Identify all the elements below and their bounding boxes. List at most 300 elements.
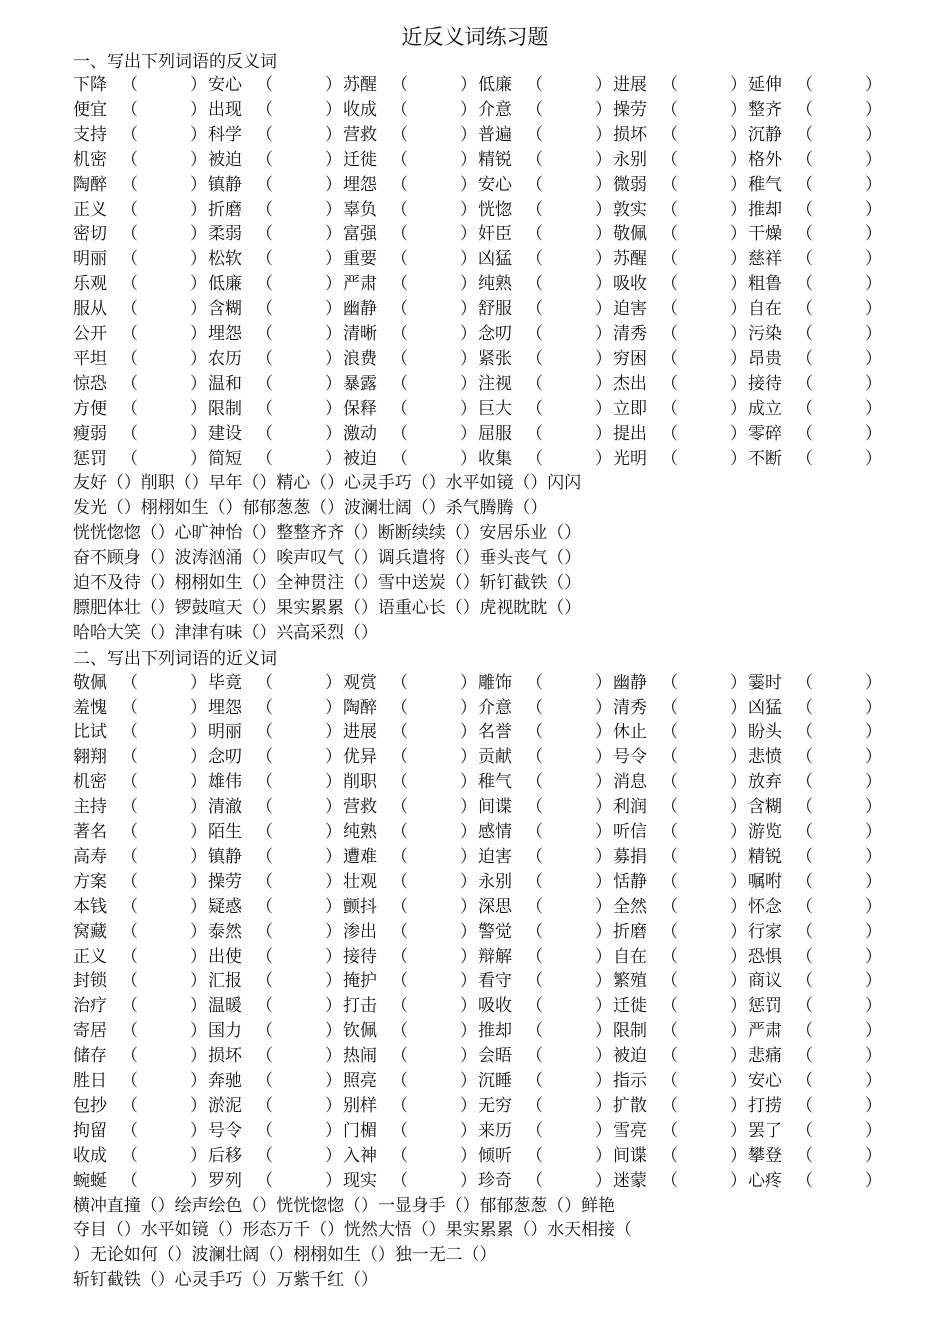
synonyms-item[interactable] xyxy=(73,845,208,870)
antonyms-item[interactable] xyxy=(73,148,208,173)
antonyms-item[interactable] xyxy=(343,123,478,148)
antonyms-item[interactable] xyxy=(613,297,748,322)
antonyms-item[interactable] xyxy=(748,222,883,247)
antonyms-item[interactable] xyxy=(343,98,478,123)
synonyms-item[interactable] xyxy=(478,969,613,994)
answer-blank-close: ） xyxy=(865,348,882,369)
antonyms-idiom-line[interactable] xyxy=(73,621,910,646)
synonyms-item[interactable] xyxy=(343,1119,478,1144)
antonyms-item[interactable] xyxy=(343,322,478,347)
synonyms-item[interactable] xyxy=(73,895,208,920)
synonyms-item[interactable] xyxy=(208,1119,343,1144)
antonyms-item[interactable] xyxy=(613,397,748,422)
synonyms-item[interactable] xyxy=(73,1019,208,1044)
antonyms-item[interactable] xyxy=(73,73,208,98)
antonyms-item[interactable] xyxy=(343,372,478,397)
antonyms-item[interactable] xyxy=(613,123,748,148)
antonyms-word: 柔弱 xyxy=(208,224,242,245)
antonyms-item[interactable] xyxy=(343,447,478,472)
synonyms-item[interactable] xyxy=(343,745,478,770)
antonyms-item[interactable] xyxy=(613,73,748,98)
antonyms-item[interactable] xyxy=(343,198,478,223)
synonyms-item[interactable] xyxy=(748,770,883,795)
antonyms-word: 苏醒 xyxy=(613,249,647,270)
antonyms-item[interactable] xyxy=(73,322,208,347)
synonyms-item[interactable] xyxy=(73,770,208,795)
antonyms-item[interactable] xyxy=(613,447,748,472)
antonyms-item[interactable] xyxy=(748,98,883,123)
answer-blank-open: （ xyxy=(661,423,678,444)
answer-blank-close: ） xyxy=(325,996,342,1017)
antonyms-item[interactable] xyxy=(478,173,613,198)
synonyms-item[interactable] xyxy=(208,895,343,920)
antonyms-item[interactable] xyxy=(208,297,343,322)
synonyms-idiom-line[interactable] xyxy=(73,1218,910,1243)
antonyms-item[interactable] xyxy=(73,447,208,472)
answer-blank-close: ） xyxy=(325,423,342,444)
synonyms-item[interactable] xyxy=(748,795,883,820)
antonyms-item[interactable] xyxy=(343,73,478,98)
synonyms-item[interactable] xyxy=(748,671,883,696)
antonyms-item[interactable] xyxy=(478,123,613,148)
antonyms-item[interactable] xyxy=(748,347,883,372)
synonyms-item[interactable] xyxy=(748,920,883,945)
antonyms-idiom-segment: ）安居乐业（ xyxy=(462,523,565,544)
antonyms-item[interactable] xyxy=(748,297,883,322)
synonyms-item[interactable] xyxy=(343,696,478,721)
synonyms-item[interactable] xyxy=(208,994,343,1019)
answer-blank-close: ） xyxy=(460,274,477,295)
synonyms-item[interactable] xyxy=(73,696,208,721)
synonyms-item[interactable] xyxy=(748,1044,883,1069)
synonyms-item[interactable] xyxy=(208,1069,343,1094)
answer-blank-close: ） xyxy=(325,299,342,320)
synonyms-item[interactable] xyxy=(748,1094,883,1119)
synonyms-item[interactable] xyxy=(208,720,343,745)
synonyms-item[interactable] xyxy=(343,845,478,870)
antonyms-item[interactable] xyxy=(613,322,748,347)
synonyms-item[interactable] xyxy=(208,1144,343,1169)
answer-blank-open: （ xyxy=(796,921,813,942)
antonyms-item[interactable] xyxy=(73,372,208,397)
synonyms-item[interactable] xyxy=(343,671,478,696)
synonyms-item[interactable] xyxy=(73,671,208,696)
antonyms-item[interactable] xyxy=(748,272,883,297)
antonyms-item[interactable] xyxy=(208,173,343,198)
synonyms-item[interactable] xyxy=(343,920,478,945)
synonyms-item[interactable] xyxy=(208,770,343,795)
synonyms-item[interactable] xyxy=(73,1119,208,1144)
synonyms-idiom-line[interactable] xyxy=(73,1268,910,1293)
synonyms-item[interactable] xyxy=(613,920,748,945)
synonyms-item[interactable] xyxy=(613,845,748,870)
antonyms-item[interactable] xyxy=(478,98,613,123)
synonyms-item[interactable] xyxy=(478,1094,613,1119)
synonyms-item[interactable] xyxy=(478,895,613,920)
antonyms-item[interactable] xyxy=(208,347,343,372)
antonyms-item[interactable] xyxy=(478,397,613,422)
answer-blank-open: （ xyxy=(391,672,408,693)
antonyms-item[interactable] xyxy=(208,272,343,297)
antonyms-item[interactable] xyxy=(73,347,208,372)
antonyms-item[interactable] xyxy=(208,73,343,98)
synonyms-item[interactable] xyxy=(748,845,883,870)
antonyms-word: 紧张 xyxy=(478,348,512,369)
antonyms-item[interactable] xyxy=(613,198,748,223)
synonyms-item[interactable] xyxy=(478,1144,613,1169)
antonyms-item[interactable] xyxy=(343,297,478,322)
antonyms-item[interactable] xyxy=(208,222,343,247)
synonyms-item[interactable] xyxy=(478,720,613,745)
answer-blank-open: （ xyxy=(661,1145,678,1166)
synonyms-item[interactable] xyxy=(343,1094,478,1119)
synonyms-item[interactable] xyxy=(613,770,748,795)
synonyms-idiom-line[interactable] xyxy=(73,1243,910,1268)
synonyms-word: 盼头 xyxy=(748,722,782,743)
synonyms-item[interactable] xyxy=(478,1069,613,1094)
answer-blank-open: （ xyxy=(661,722,678,743)
antonyms-item[interactable] xyxy=(73,198,208,223)
synonyms-item[interactable] xyxy=(208,671,343,696)
antonyms-item[interactable] xyxy=(478,148,613,173)
synonyms-item[interactable] xyxy=(613,671,748,696)
antonyms-item[interactable] xyxy=(613,148,748,173)
antonyms-item[interactable] xyxy=(478,73,613,98)
synonyms-item[interactable] xyxy=(73,1169,208,1194)
synonyms-item[interactable] xyxy=(208,1169,343,1194)
answer-blank-open: （ xyxy=(526,1170,543,1191)
synonyms-item[interactable] xyxy=(73,920,208,945)
synonyms-word: 疑惑 xyxy=(208,896,242,917)
answer-blank-close: ） xyxy=(460,199,477,220)
synonyms-item[interactable] xyxy=(613,820,748,845)
answer-blank-open: （ xyxy=(256,149,273,170)
answer-blank-close: ） xyxy=(460,75,477,95)
antonyms-word: 惩罚 xyxy=(73,448,107,469)
synonyms-item[interactable] xyxy=(343,1044,478,1069)
antonyms-item[interactable] xyxy=(478,198,613,223)
antonyms-item[interactable] xyxy=(208,447,343,472)
antonyms-item[interactable] xyxy=(613,347,748,372)
antonyms-item[interactable] xyxy=(73,397,208,422)
synonyms-item[interactable] xyxy=(208,920,343,945)
synonyms-item[interactable] xyxy=(613,1069,748,1094)
antonyms-item[interactable] xyxy=(208,98,343,123)
synonyms-item[interactable] xyxy=(208,945,343,970)
antonyms-item[interactable] xyxy=(343,347,478,372)
antonyms-item[interactable] xyxy=(208,247,343,272)
synonyms-item[interactable] xyxy=(343,795,478,820)
synonyms-item[interactable] xyxy=(478,920,613,945)
synonyms-item[interactable] xyxy=(613,945,748,970)
synonyms-item[interactable] xyxy=(208,1094,343,1119)
synonyms-item[interactable] xyxy=(613,720,748,745)
answer-blank-open: （ xyxy=(661,174,678,195)
antonyms-item[interactable] xyxy=(73,422,208,447)
antonyms-item[interactable] xyxy=(343,272,478,297)
antonyms-idiom-line[interactable] xyxy=(73,496,910,521)
antonyms-idiom-segment: ）水平如镜（ xyxy=(428,473,531,494)
synonyms-item[interactable] xyxy=(478,1119,613,1144)
synonyms-item[interactable] xyxy=(613,795,748,820)
antonyms-item[interactable] xyxy=(748,397,883,422)
synonyms-word: 颤抖 xyxy=(343,896,377,917)
antonyms-item[interactable] xyxy=(478,372,613,397)
synonyms-item[interactable] xyxy=(208,795,343,820)
antonyms-item[interactable] xyxy=(613,272,748,297)
answer-blank-open: （ xyxy=(796,722,813,743)
synonyms-word: 警觉 xyxy=(478,921,512,942)
synonyms-item[interactable] xyxy=(748,1069,883,1094)
antonyms-item[interactable] xyxy=(208,422,343,447)
antonyms-item[interactable] xyxy=(208,322,343,347)
answer-blank-open: （ xyxy=(121,672,138,693)
synonyms-item[interactable] xyxy=(343,1169,478,1194)
antonyms-idiom-line[interactable] xyxy=(73,596,910,621)
antonyms-item[interactable] xyxy=(478,422,613,447)
synonyms-item[interactable] xyxy=(478,820,613,845)
synonyms-item[interactable] xyxy=(73,745,208,770)
synonyms-item[interactable] xyxy=(73,945,208,970)
synonyms-word: 沉睡 xyxy=(478,1071,512,1091)
antonyms-item[interactable] xyxy=(748,173,883,198)
antonyms-item[interactable] xyxy=(73,222,208,247)
antonyms-row xyxy=(73,98,893,123)
answer-blank-open: （ xyxy=(526,124,543,145)
synonyms-item[interactable] xyxy=(478,845,613,870)
answer-blank-open: （ xyxy=(391,124,408,145)
answer-blank-open: （ xyxy=(256,697,273,718)
synonyms-idiom-segment: ）万紫千红（ xyxy=(259,1270,361,1291)
synonyms-item[interactable] xyxy=(613,895,748,920)
answer-blank-open: （ xyxy=(391,299,408,320)
synonyms-item[interactable] xyxy=(613,1094,748,1119)
answer-blank-close: ） xyxy=(730,75,747,95)
antonyms-item[interactable] xyxy=(208,148,343,173)
antonyms-item[interactable] xyxy=(208,123,343,148)
synonyms-item[interactable] xyxy=(748,895,883,920)
synonyms-item[interactable] xyxy=(73,969,208,994)
synonyms-item[interactable] xyxy=(343,994,478,1019)
synonyms-item[interactable] xyxy=(208,745,343,770)
synonyms-item[interactable] xyxy=(613,1044,748,1069)
antonyms-row xyxy=(73,347,893,372)
synonyms-word: 翱翔 xyxy=(73,747,107,768)
synonyms-word: 来历 xyxy=(478,1120,512,1141)
synonyms-item[interactable] xyxy=(478,1169,613,1194)
synonyms-item[interactable] xyxy=(208,870,343,895)
synonyms-item[interactable] xyxy=(73,994,208,1019)
answer-blank-open: （ xyxy=(121,149,138,170)
synonyms-item[interactable] xyxy=(73,795,208,820)
antonyms-item[interactable] xyxy=(73,297,208,322)
antonyms-word: 延伸 xyxy=(748,75,782,95)
antonyms-item[interactable] xyxy=(73,247,208,272)
synonyms-item[interactable] xyxy=(748,696,883,721)
antonyms-idiom-line[interactable] xyxy=(73,546,910,571)
synonyms-item[interactable] xyxy=(613,745,748,770)
antonyms-item[interactable] xyxy=(613,222,748,247)
synonyms-item[interactable] xyxy=(613,994,748,1019)
answer-blank-close: ） xyxy=(595,672,612,693)
synonyms-item[interactable] xyxy=(343,1144,478,1169)
antonyms-word: 精锐 xyxy=(478,149,512,170)
answer-blank-open: （ xyxy=(661,1046,678,1067)
synonyms-item[interactable] xyxy=(343,1069,478,1094)
synonyms-item[interactable] xyxy=(478,696,613,721)
antonyms-item[interactable] xyxy=(478,297,613,322)
synonyms-word: 惩罚 xyxy=(748,996,782,1017)
synonyms-item[interactable] xyxy=(73,1044,208,1069)
antonyms-word: 明丽 xyxy=(73,249,107,270)
answer-blank-open: （ xyxy=(796,249,813,270)
answer-blank-close: ） xyxy=(865,224,882,245)
synonyms-idiom-segment: 斩钉截铁（ xyxy=(73,1270,158,1291)
synonyms-item[interactable] xyxy=(478,770,613,795)
antonyms-item[interactable] xyxy=(613,247,748,272)
synonyms-item[interactable] xyxy=(613,696,748,721)
synonyms-item[interactable] xyxy=(73,870,208,895)
antonyms-item[interactable] xyxy=(478,272,613,297)
answer-blank-close: ） xyxy=(865,199,882,220)
synonyms-item[interactable] xyxy=(478,870,613,895)
synonyms-item[interactable] xyxy=(208,1044,343,1069)
antonyms-item[interactable] xyxy=(613,173,748,198)
answer-blank-close: ） xyxy=(595,697,612,718)
answer-blank-open: （ xyxy=(661,1071,678,1091)
antonyms-item[interactable] xyxy=(73,272,208,297)
synonyms-item[interactable] xyxy=(73,1069,208,1094)
synonyms-item[interactable] xyxy=(748,994,883,1019)
synonyms-item[interactable] xyxy=(343,870,478,895)
antonyms-item[interactable] xyxy=(748,372,883,397)
antonyms-idiom-line[interactable] xyxy=(73,471,910,496)
synonyms-item[interactable] xyxy=(208,696,343,721)
synonyms-item[interactable] xyxy=(748,745,883,770)
synonyms-item[interactable] xyxy=(343,895,478,920)
answer-blank-open: （ xyxy=(796,174,813,195)
antonyms-item[interactable] xyxy=(208,198,343,223)
antonyms-item[interactable] xyxy=(343,247,478,272)
synonyms-item[interactable] xyxy=(748,1169,883,1194)
synonyms-item[interactable] xyxy=(613,870,748,895)
synonyms-item[interactable] xyxy=(748,1019,883,1044)
answer-blank-close: ） xyxy=(190,99,207,120)
antonyms-item[interactable] xyxy=(748,322,883,347)
antonyms-item[interactable] xyxy=(73,173,208,198)
antonyms-item[interactable] xyxy=(748,148,883,173)
answer-blank-close: ） xyxy=(865,672,882,693)
synonyms-item[interactable] xyxy=(613,969,748,994)
synonyms-item[interactable] xyxy=(73,820,208,845)
synonyms-item[interactable] xyxy=(343,969,478,994)
antonyms-idiom-line[interactable] xyxy=(73,571,910,596)
antonyms-item[interactable] xyxy=(748,247,883,272)
synonyms-item[interactable] xyxy=(343,820,478,845)
synonyms-item[interactable] xyxy=(208,1019,343,1044)
antonyms-item[interactable] xyxy=(478,447,613,472)
antonyms-item[interactable] xyxy=(343,148,478,173)
synonyms-item[interactable] xyxy=(73,720,208,745)
synonyms-item[interactable] xyxy=(748,969,883,994)
antonyms-item[interactable] xyxy=(748,198,883,223)
antonyms-item[interactable] xyxy=(748,123,883,148)
synonyms-item[interactable] xyxy=(478,945,613,970)
synonyms-idiom-line[interactable] xyxy=(73,1194,910,1219)
synonyms-item[interactable] xyxy=(748,820,883,845)
antonyms-item[interactable] xyxy=(343,173,478,198)
antonyms-item[interactable] xyxy=(208,372,343,397)
answer-blank-open: （ xyxy=(526,174,543,195)
synonyms-item[interactable] xyxy=(343,945,478,970)
synonyms-item[interactable] xyxy=(613,1119,748,1144)
synonyms-word: 罗列 xyxy=(208,1170,242,1191)
antonyms-idiom-segment: 恍恍惚惚（ xyxy=(73,523,158,544)
synonyms-item[interactable] xyxy=(478,1044,613,1069)
synonyms-item[interactable] xyxy=(208,845,343,870)
antonyms-item[interactable] xyxy=(343,222,478,247)
antonyms-item[interactable] xyxy=(73,123,208,148)
antonyms-word: 凶猛 xyxy=(478,249,512,270)
antonyms-item[interactable] xyxy=(478,347,613,372)
antonyms-item[interactable] xyxy=(613,422,748,447)
antonyms-item[interactable] xyxy=(343,397,478,422)
synonyms-item[interactable] xyxy=(208,969,343,994)
antonyms-item[interactable] xyxy=(748,73,883,98)
answer-blank-open: （ xyxy=(796,423,813,444)
antonyms-item[interactable] xyxy=(208,397,343,422)
synonyms-item[interactable] xyxy=(748,720,883,745)
antonyms-item[interactable] xyxy=(73,98,208,123)
synonyms-item[interactable] xyxy=(478,745,613,770)
antonyms-item[interactable] xyxy=(748,447,883,472)
answer-blank-open: （ xyxy=(661,1120,678,1141)
answer-blank-close: ） xyxy=(325,1170,342,1191)
antonyms-item[interactable] xyxy=(478,247,613,272)
synonyms-item[interactable] xyxy=(748,870,883,895)
antonyms-item[interactable] xyxy=(343,422,478,447)
synonyms-item[interactable] xyxy=(478,1019,613,1044)
answer-blank-close: ） xyxy=(325,274,342,295)
synonyms-word: 吸收 xyxy=(478,996,512,1017)
synonyms-item[interactable] xyxy=(748,1144,883,1169)
synonyms-item[interactable] xyxy=(478,795,613,820)
antonyms-item[interactable] xyxy=(478,322,613,347)
answer-blank-close: ） xyxy=(460,398,477,419)
synonyms-item[interactable] xyxy=(613,1019,748,1044)
synonyms-item[interactable] xyxy=(208,820,343,845)
answer-blank-close: ） xyxy=(190,1095,207,1116)
antonyms-item[interactable] xyxy=(478,222,613,247)
synonyms-item[interactable] xyxy=(73,1144,208,1169)
answer-blank-close: ） xyxy=(460,971,477,992)
synonyms-item[interactable] xyxy=(478,671,613,696)
synonyms-item[interactable] xyxy=(748,945,883,970)
answer-blank-close: ） xyxy=(190,946,207,967)
antonyms-item[interactable] xyxy=(613,372,748,397)
antonyms-item[interactable] xyxy=(613,98,748,123)
synonyms-item[interactable] xyxy=(73,1094,208,1119)
synonyms-item[interactable] xyxy=(343,720,478,745)
synonyms-item[interactable] xyxy=(478,994,613,1019)
synonyms-item[interactable] xyxy=(343,1019,478,1044)
synonyms-item[interactable] xyxy=(748,1119,883,1144)
synonyms-item[interactable] xyxy=(343,770,478,795)
antonyms-idiom-line[interactable] xyxy=(73,521,910,546)
antonyms-item[interactable] xyxy=(748,422,883,447)
synonyms-item[interactable] xyxy=(613,1144,748,1169)
synonyms-item[interactable] xyxy=(613,1169,748,1194)
